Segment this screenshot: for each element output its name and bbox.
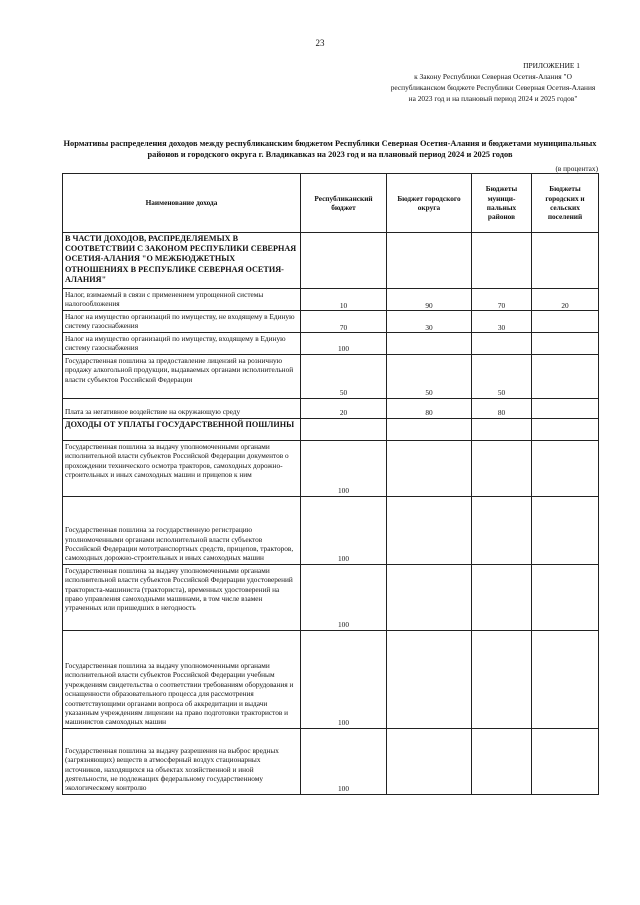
row-republic-value: 100 [301,440,387,496]
row-city-value [387,333,472,355]
row-municipal-value: 80 [472,398,532,418]
row-income-name: Налог на имущество организаций по имуществу, входящему в Единую систему газоснабжения [63,333,301,355]
row-city-value: 80 [387,398,472,418]
row-municipal-value [472,564,532,630]
row-municipal-value [472,496,532,564]
row-income-name: В ЧАСТИ ДОХОДОВ, РАСПРЕДЕЛЯЕМЫХ В СООТВЕТСТВИИ С ЗАКОНОМ РЕСПУБЛИКИ СЕВЕРНАЯ ОСЕТИЯ-АЛАНИЯ "О МЕЖБЮДЖЕТНЫХ ОТНОШЕНИЯХ В РЕСПУБЛИКЕ СЕВЕРНАЯ ОСЕТИЯ-АЛАНИЯ" [63,233,301,289]
table-row [63,496,599,564]
row-city-value [387,496,472,564]
row-republic-value: 100 [301,630,387,728]
row-income-name: Государственная пошлина за выдачу уполномоченными органами исполнительной власти субъектов Российской Федерации документов о прохождении технического осмотра тракторов, самоходных дорожно-строительных и иных самоходных машин и прицепов к ним [63,440,301,496]
row-republic-value: 10 [301,289,387,311]
row-city-value [387,233,472,289]
row-income-name: Налог на имущество организаций по имуществу, не входящему в Единую систему газоснабжения [63,311,301,333]
row-republic-value: 100 [301,333,387,355]
row-settlement-value [532,398,599,418]
row-city-value [387,630,472,728]
row-city-value [387,440,472,496]
row-republic-value: 20 [301,398,387,418]
row-republic-value: 100 [301,564,387,630]
appendix-label: ПРИЛОЖЕНИЕ 1 [523,61,580,70]
row-settlement-value [532,630,599,728]
row-republic-value: 100 [301,728,387,794]
row-income-name: Государственная пошлина за предоставление лицензий на розничную продажу алкогольной продукции, выдаваемых органами исполнительной власти субъектов Российской Федерации [63,354,301,398]
row-city-value: 90 [387,289,472,311]
header-republic-budget: Республиканский бюджет [301,174,387,233]
row-settlement-value [532,440,599,496]
row-income-name: Государственная пошлина за государственную регистрацию уполномоченными органами исполнительной власти субъектов Российской Федерации мототранспортных средств, прицепов, тракторов, самоходных дорожно-строительных и иных самоходных машин [63,496,301,564]
row-settlement-value [532,233,599,289]
row-settlement-value [532,496,599,564]
row-income-name: Государственная пошлина за выдачу уполномоченными органами исполнительной власти субъектов Российской Федерации учебным учреждениям свидетельства о соответствии требованиям оборудования и оснащенности образовательного процесса для рассмотрения соответствующими органами вопроса об аккредитации и выдачи указанным учреждениям лицензии на право подготовки трактористов и машинистов самоходных машин [63,630,301,728]
table-header-row [63,174,599,233]
row-income-name: Государственная пошлина за выдачу уполномоченными органами исполнительной власти субъектов Российской Федерации удостоверений тракториста-машиниста (тракториста), временных удостоверений на право управления самоходными машинами, в том числе взамен утраченных или пришедших в негодность [63,564,301,630]
row-city-value: 30 [387,311,472,333]
row-republic-value [301,233,387,289]
row-city-value [387,418,472,440]
row-income-name: Плата за негативное воздействие на окружающую среду [63,398,301,418]
table-row-section [63,233,599,289]
row-settlement-value [532,354,599,398]
row-municipal-value [472,233,532,289]
row-municipal-value [472,440,532,496]
appendix-reference: к Закону Республики Северная Осетия-Алания "О республиканском бюджете Республики Северная Осетия-Алания на 2023 год и на плановый период 2024 и 2025 годов" [390,72,596,103]
row-municipal-value: 30 [472,311,532,333]
row-municipal-value: 70 [472,289,532,311]
row-republic-value: 50 [301,354,387,398]
page-number: 23 [315,38,325,48]
row-city-value: 50 [387,354,472,398]
row-settlement-value [532,333,599,355]
row-republic-value [301,418,387,440]
document-title: Нормативы распределения доходов между республиканским бюджетом Республики Северная Осетия-Алания и бюджетами муниципальных районов и городского округа г. Владикавказ на 2023 год и на плановый период 2024 и 2025 годов [63,139,597,159]
row-municipal-value: 50 [472,354,532,398]
table-row [63,354,599,398]
row-income-name: Налог, взимаемый в связи с применением упрощенной системы налогообложения [63,289,301,311]
table-row [63,289,599,311]
row-settlement-value: 20 [532,289,599,311]
row-municipal-value [472,630,532,728]
header-settlement-budgets: Бюджеты городских и сельских поселений [532,174,599,233]
row-settlement-value [532,418,599,440]
row-municipal-value [472,728,532,794]
appendix-block [388,60,598,104]
header-municipal-budgets: Бюджеты муници-пальных районов [472,174,532,233]
row-settlement-value [532,564,599,630]
table-row-section [63,418,599,440]
table-row [63,630,599,728]
row-municipal-value [472,418,532,440]
table-row [63,311,599,333]
header-city-budget: Бюджет городского округа [387,174,472,233]
row-republic-value: 100 [301,496,387,564]
row-income-name: Государственная пошлина за выдачу разрешения на выброс вредных (загрязняющих) веществ в атмосферный воздух стационарных источников, находящихся на объектах хозяйственной и иной деятельности, не подлежащих федеральному государственному экологическому контролю [63,728,301,794]
table-row [63,398,599,418]
table-row [63,564,599,630]
distribution-table [62,173,599,795]
row-municipal-value [472,333,532,355]
table-row [63,333,599,355]
header-income-name: Наименование дохода [63,174,301,233]
row-city-value [387,564,472,630]
table-row [63,728,599,794]
row-city-value [387,728,472,794]
row-republic-value: 70 [301,311,387,333]
row-settlement-value [532,728,599,794]
row-income-name: ДОХОДЫ ОТ УПЛАТЫ ГОСУДАРСТВЕННОЙ ПОШЛИНЫ [63,418,301,440]
table-row [63,440,599,496]
row-settlement-value [532,311,599,333]
units-note: (в процентах) [555,164,598,173]
